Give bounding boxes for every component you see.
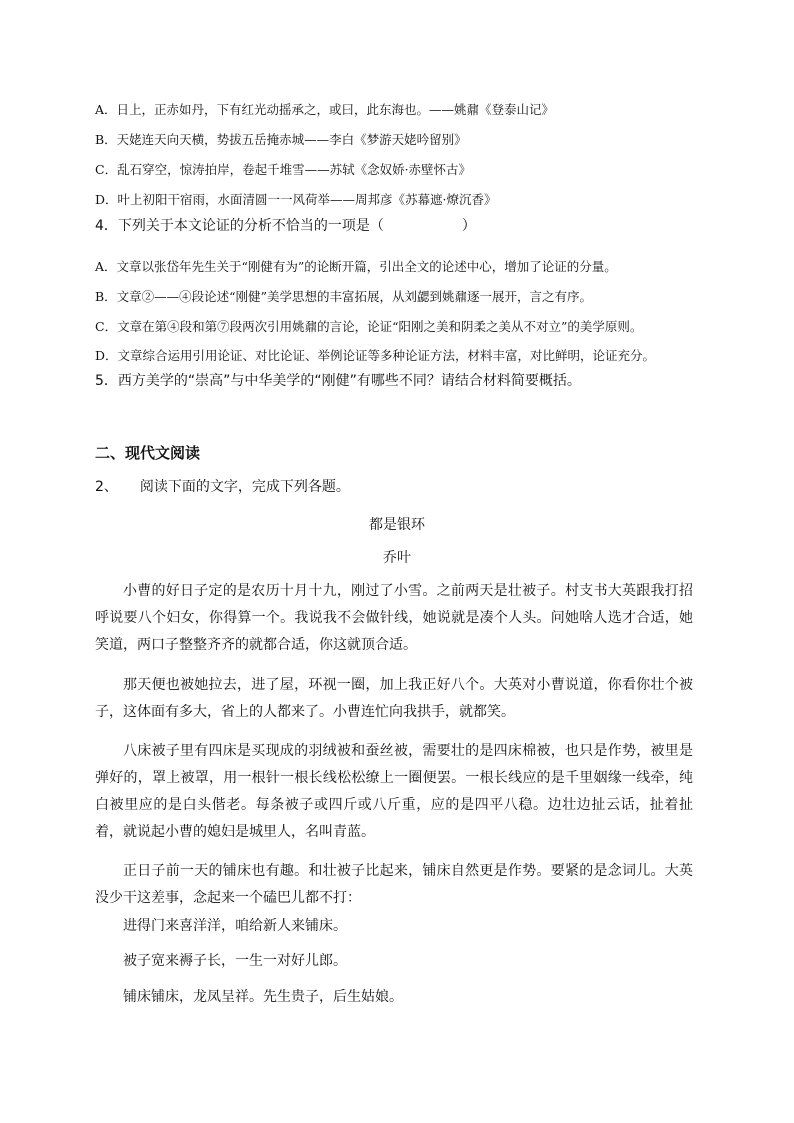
verse-line-3: 铺床铺床，龙凤呈祥。先生贵子，后生姑娘。 bbox=[123, 989, 403, 1005]
q3-option-d: D．叶上初阳干宿雨，水面清圆一一风荷举——周邦彦《苏幕遮·燎沉香》 bbox=[95, 192, 497, 207]
q3-option-a: A．日上，正赤如丹，下有红光动摇承之，或曰，此东海也。——姚鼐《登泰山记》 bbox=[95, 102, 555, 117]
article-paragraph-3: 八床被子里有四床是买现成的羽绒被和蚕丝被，需要壮的是四床棉被，也只是作势，被里是弹好的，罩上被罩，用一根针一根长线松松缭上一圈便罢。一根长线应的是千里姻缘一线牵，纯白被里应的是白头偕老。每条被子或四斤或八斤重，应的是四平八稳。边壮边扯云话，扯着扯着，就说起小曹的媳妇是城里人，名叫青蓝。 bbox=[95, 743, 693, 840]
q2-text: 阅读下面的文字，完成下列各题。 bbox=[139, 479, 350, 495]
article-paragraph-2: 那天便也被她拉去，进了屋，环视一圈，加上我正好八个。大英对小曹说道，你看你壮个被子，这体面有多大，省上的人都来了。小曹连忙向我拱手，就都笑。 bbox=[95, 677, 693, 720]
article-paragraph-1: 小曹的好日子定的是农历十月十九，刚过了小雪。之前两天是壮被子。村支书大英跟我打招呼说要八个妇女，你得算一个。我说我不会做针线，她说就是凑个人头。问她啥人选才合适，她笑道，两口子整整齐齐的就都合适，你这就顶合适。 bbox=[95, 583, 693, 653]
q4-stem bbox=[95, 217, 476, 235]
q4-option-c: C．文章在第④段和第⑦段两次引用姚鼐的言论，论证“阳刚之美和阴柔之美从不对立”的美学原则。 bbox=[95, 319, 643, 334]
article-author: 乔叶 bbox=[383, 550, 411, 566]
q3-option-b: B．天姥连天向天横，势拔五岳掩赤城——李白《梦游天姥吟留别》 bbox=[95, 132, 467, 147]
verse-line-1: 进得门来喜洋洋，咱给新人来铺床。 bbox=[123, 918, 347, 934]
q4-stem-close: ） bbox=[461, 218, 476, 234]
section-title: 二、现代文阅读 bbox=[95, 444, 201, 462]
q4-stem-text: 4．下列关于本文论证的分析不恰当的一项是（ bbox=[95, 218, 384, 234]
q4-option-a: A．文章以张岱年先生关于“刚健有为”的论断开篇，引出全文的论述中心，增加了论证的分量。 bbox=[95, 259, 617, 274]
q4-option-b: B．文章②——④段论述“刚健”美学思想的丰富拓展，从刘勰到姚鼐逐一展开，言之有序。 bbox=[95, 289, 592, 304]
verse-line-2: 被子宽来褥子长，一生一对好儿郎。 bbox=[123, 953, 347, 969]
q2-instruction bbox=[95, 478, 350, 496]
article-paragraph-4: 正日子前一天的铺床也有趣。和壮被子比起来，铺床自然更是作势。要紧的是念词儿。大英没少干这差事，念起来一个磕巴儿都不打： bbox=[95, 863, 693, 906]
q2-number: 2、 bbox=[95, 479, 118, 495]
q5-stem: 5．西方美学的“崇高”与中华美学的“刚健”有哪些不同？请结合材料简要概括。 bbox=[95, 373, 581, 389]
article-title: 都是银环 bbox=[369, 517, 425, 533]
q3-option-c: C．乱石穿空，惊涛拍岸，卷起千堆雪——苏轼《念奴娇·赤壁怀古》 bbox=[95, 162, 472, 177]
q4-option-d: D．文章综合运用引用论证、对比论证、举例论证等多种论证方法，材料丰富，对比鲜明，论证充分。 bbox=[95, 348, 656, 363]
